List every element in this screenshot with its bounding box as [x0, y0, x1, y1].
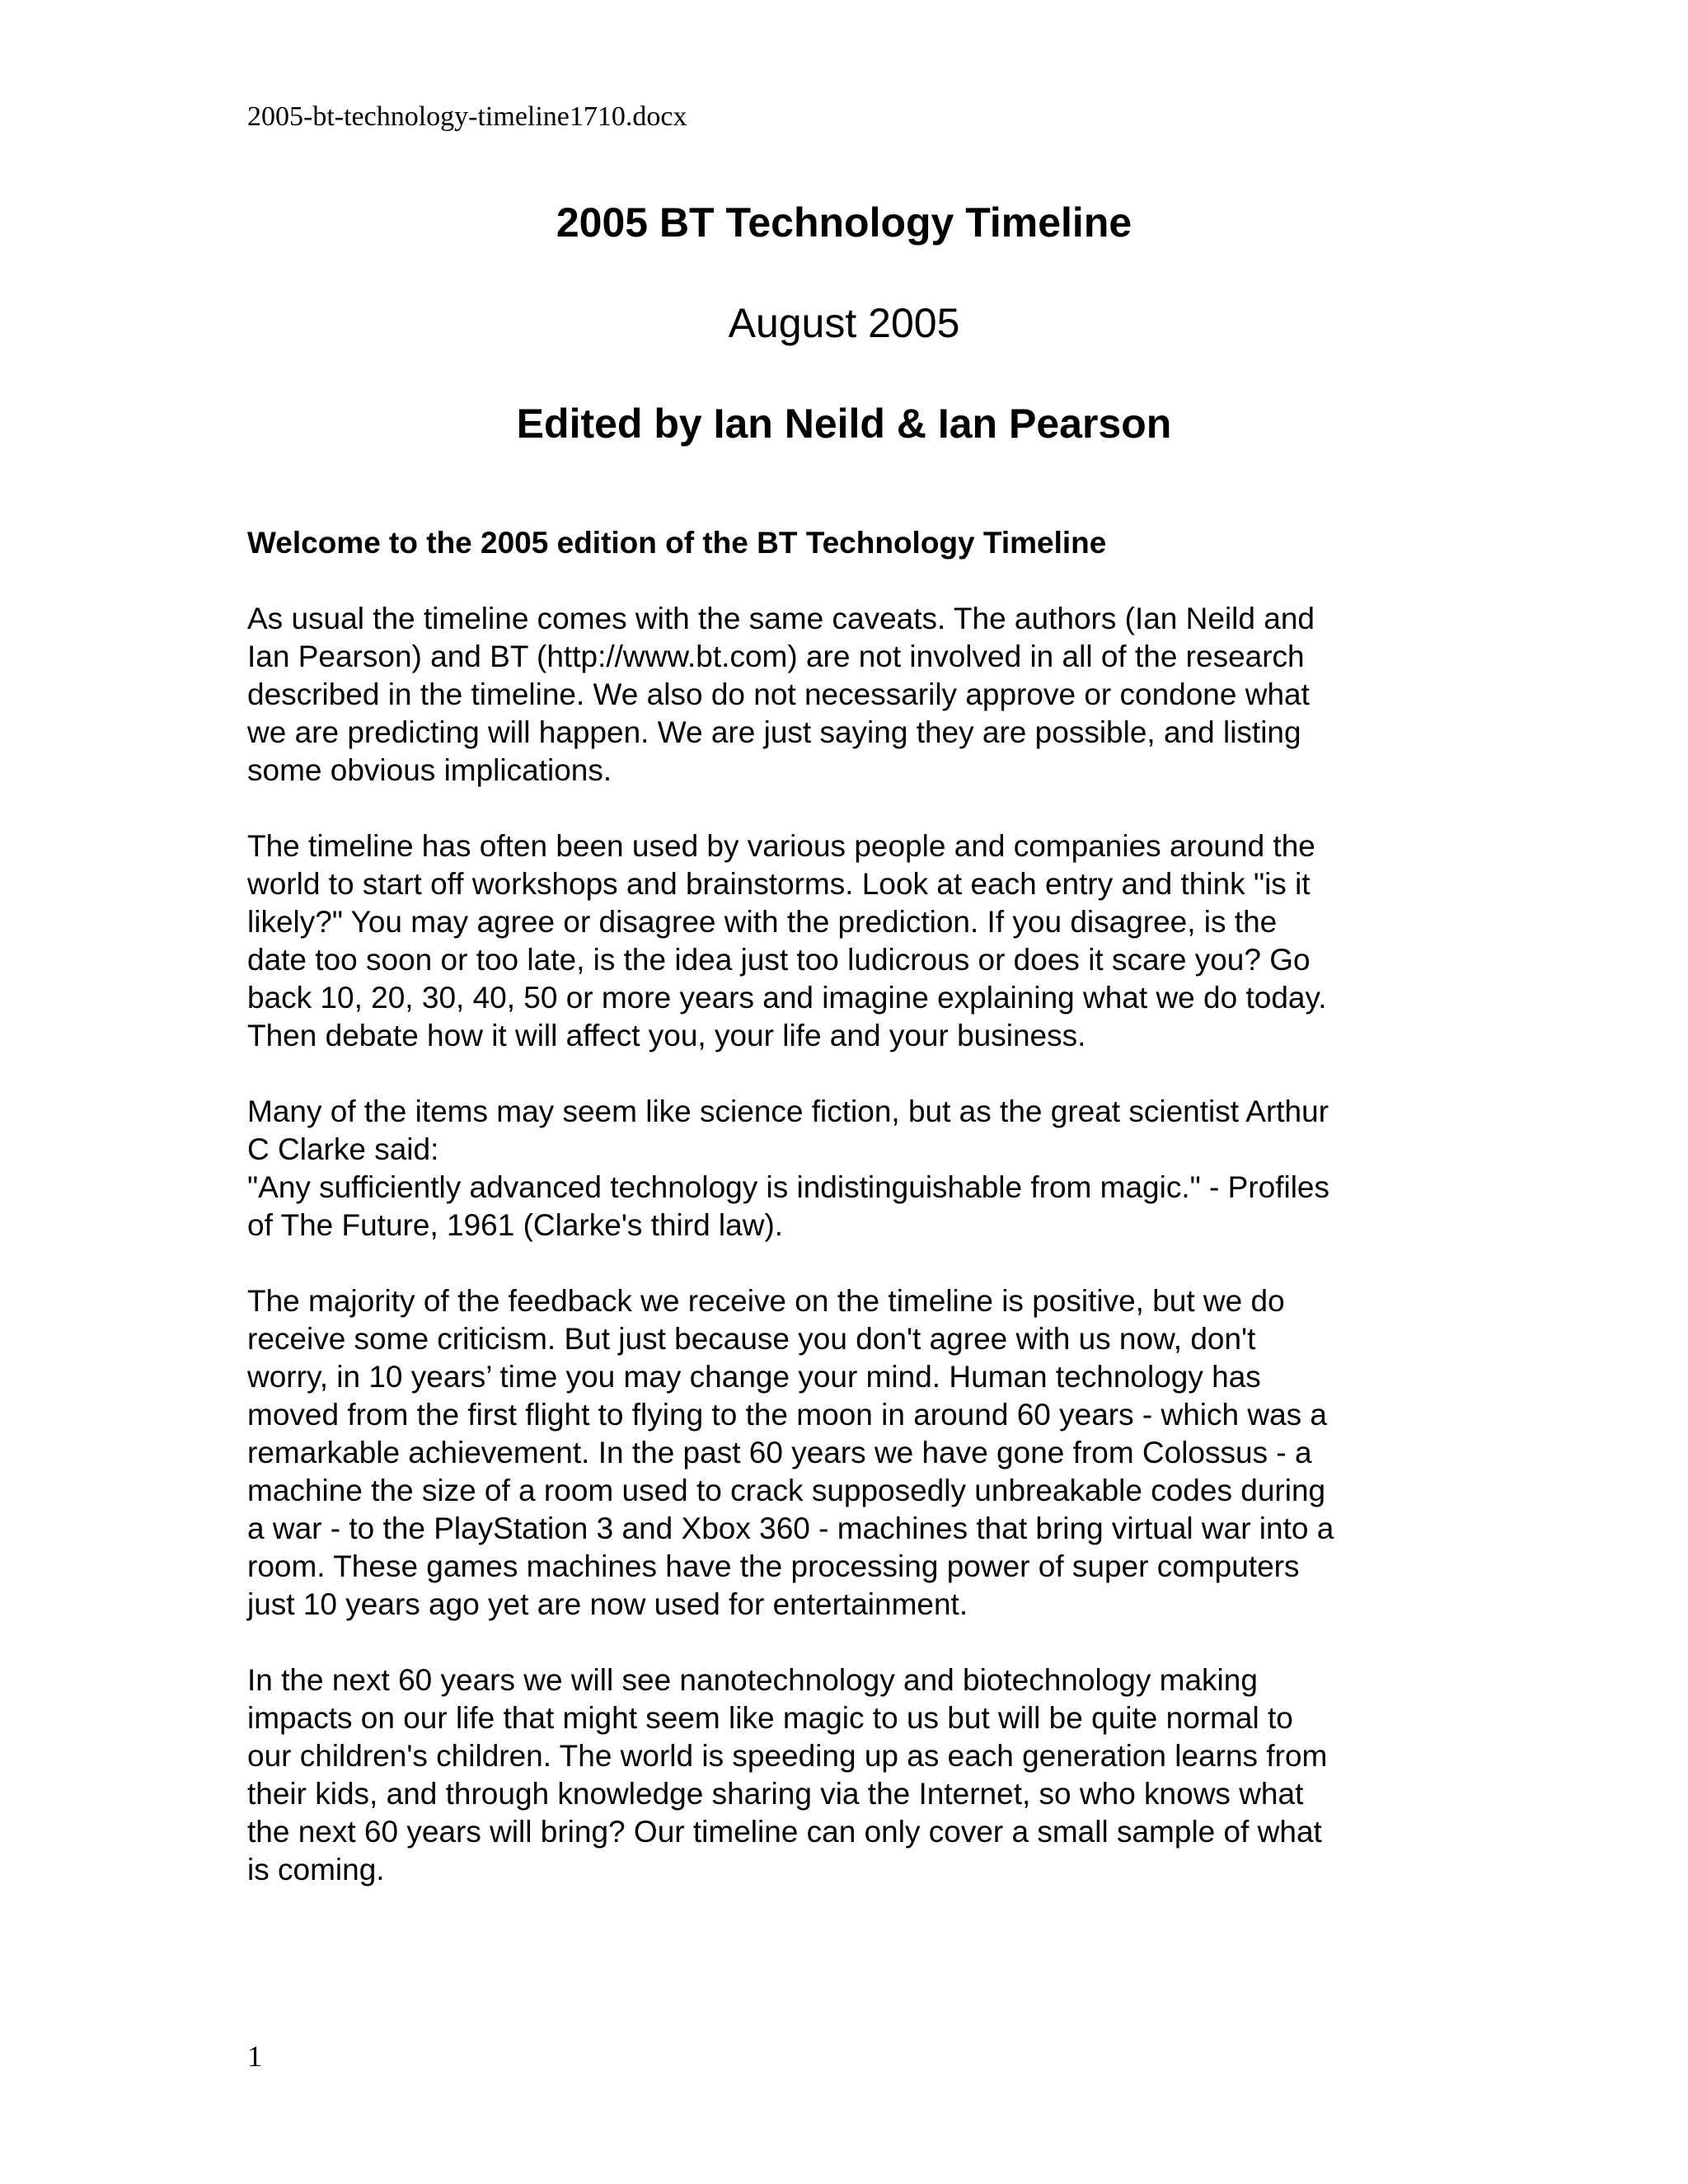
document-body — [247, 524, 1434, 1927]
text-line: machine the size of a room used to crack supposedly unbreakable codes during — [247, 1474, 1326, 1507]
text-line: Ian Pearson) and BT (http://www.bt.com) are not involved in all of the research — [247, 640, 1305, 673]
text-line: Many of the items may seem like science fiction, but as the great scientist Arthur — [247, 1094, 1329, 1128]
text-line: some obvious implications. — [247, 753, 612, 787]
text-line: our children's children. The world is speeding up as each generation learns from — [247, 1739, 1328, 1773]
text-line: In the next 60 years we will see nanotechnology and biotechnology making — [247, 1663, 1258, 1697]
document-date: August 2005 — [728, 300, 960, 346]
text-line: a war - to the PlayStation 3 and Xbox 360 - machines that bring virtual war into a — [247, 1511, 1334, 1545]
text-line: impacts on our life that might seem like magic to us but will be quite normal to — [247, 1701, 1293, 1735]
paragraph-next-60-years — [247, 1661, 1434, 1889]
page-number: 1 — [247, 2040, 262, 2073]
welcome-heading: Welcome to the 2005 edition of the BT Technology Timeline — [247, 526, 1107, 560]
document-editors: Edited by Ian Neild & Ian Pearson — [516, 401, 1172, 447]
text-line: worry, in 10 years’ time you may change your mind. Human technology has — [247, 1360, 1261, 1394]
text-line: of The Future, 1961 (Clarke's third law). — [247, 1208, 784, 1242]
text-line: described in the timeline. We also do not necessarily approve or condone what — [247, 677, 1310, 711]
text-line: just 10 years ago yet are now used for entertainment. — [247, 1587, 968, 1621]
text-line: their kids, and through knowledge sharing via the Internet, so who knows what — [247, 1777, 1304, 1811]
text-line: date too soon or too late, is the idea just too ludicrous or does it scare you? Go — [247, 943, 1311, 977]
text-line: back 10, 20, 30, 40, 50 or more years and imagine explaining what we do today. — [247, 981, 1327, 1015]
text-line: moved from the first flight to flying to the moon in around 60 years - which was a — [247, 1398, 1328, 1432]
document-title: 2005 BT Technology Timeline — [556, 199, 1132, 246]
paragraph-clarke-quote — [247, 1093, 1434, 1244]
paragraph-caveats — [247, 600, 1434, 790]
text-line: room. These games machines have the processing power of super computers — [247, 1549, 1300, 1583]
text-line: the next 60 years will bring? Our timeline can only cover a small sample of what — [247, 1815, 1322, 1849]
paragraph-feedback — [247, 1282, 1434, 1624]
paragraph-workshops — [247, 827, 1434, 1055]
text-line: we are predicting will happen. We are just saying they are possible, and listing — [247, 715, 1301, 749]
text-line: As usual the timeline comes with the same caveats. The authors (Ian Neild and — [247, 602, 1315, 635]
text-line: "Any sufficiently advanced technology is indistinguishable from magic." - Profiles — [247, 1170, 1330, 1204]
text-line: The timeline has often been used by various people and companies around the — [247, 829, 1315, 863]
text-line: receive some criticism. But just because you don't agree with us now, don't — [247, 1322, 1256, 1356]
text-line: world to start off workshops and brainstorms. Look at each entry and think "is it — [247, 867, 1311, 901]
text-line: remarkable achievement. In the past 60 years we have gone from Colossus - a — [247, 1436, 1312, 1469]
text-line: C Clarke said: — [247, 1132, 439, 1166]
text-line: The majority of the feedback we receive on the timeline is positive, but we do — [247, 1284, 1285, 1318]
text-line: Then debate how it will affect you, your life and your business. — [247, 1019, 1086, 1052]
text-line: is coming. — [247, 1853, 385, 1886]
document-filename: 2005-bt-technology-timeline1710.docx — [247, 101, 687, 132]
text-line: likely?" You may agree or disagree with the prediction. If you disagree, is the — [247, 905, 1278, 939]
